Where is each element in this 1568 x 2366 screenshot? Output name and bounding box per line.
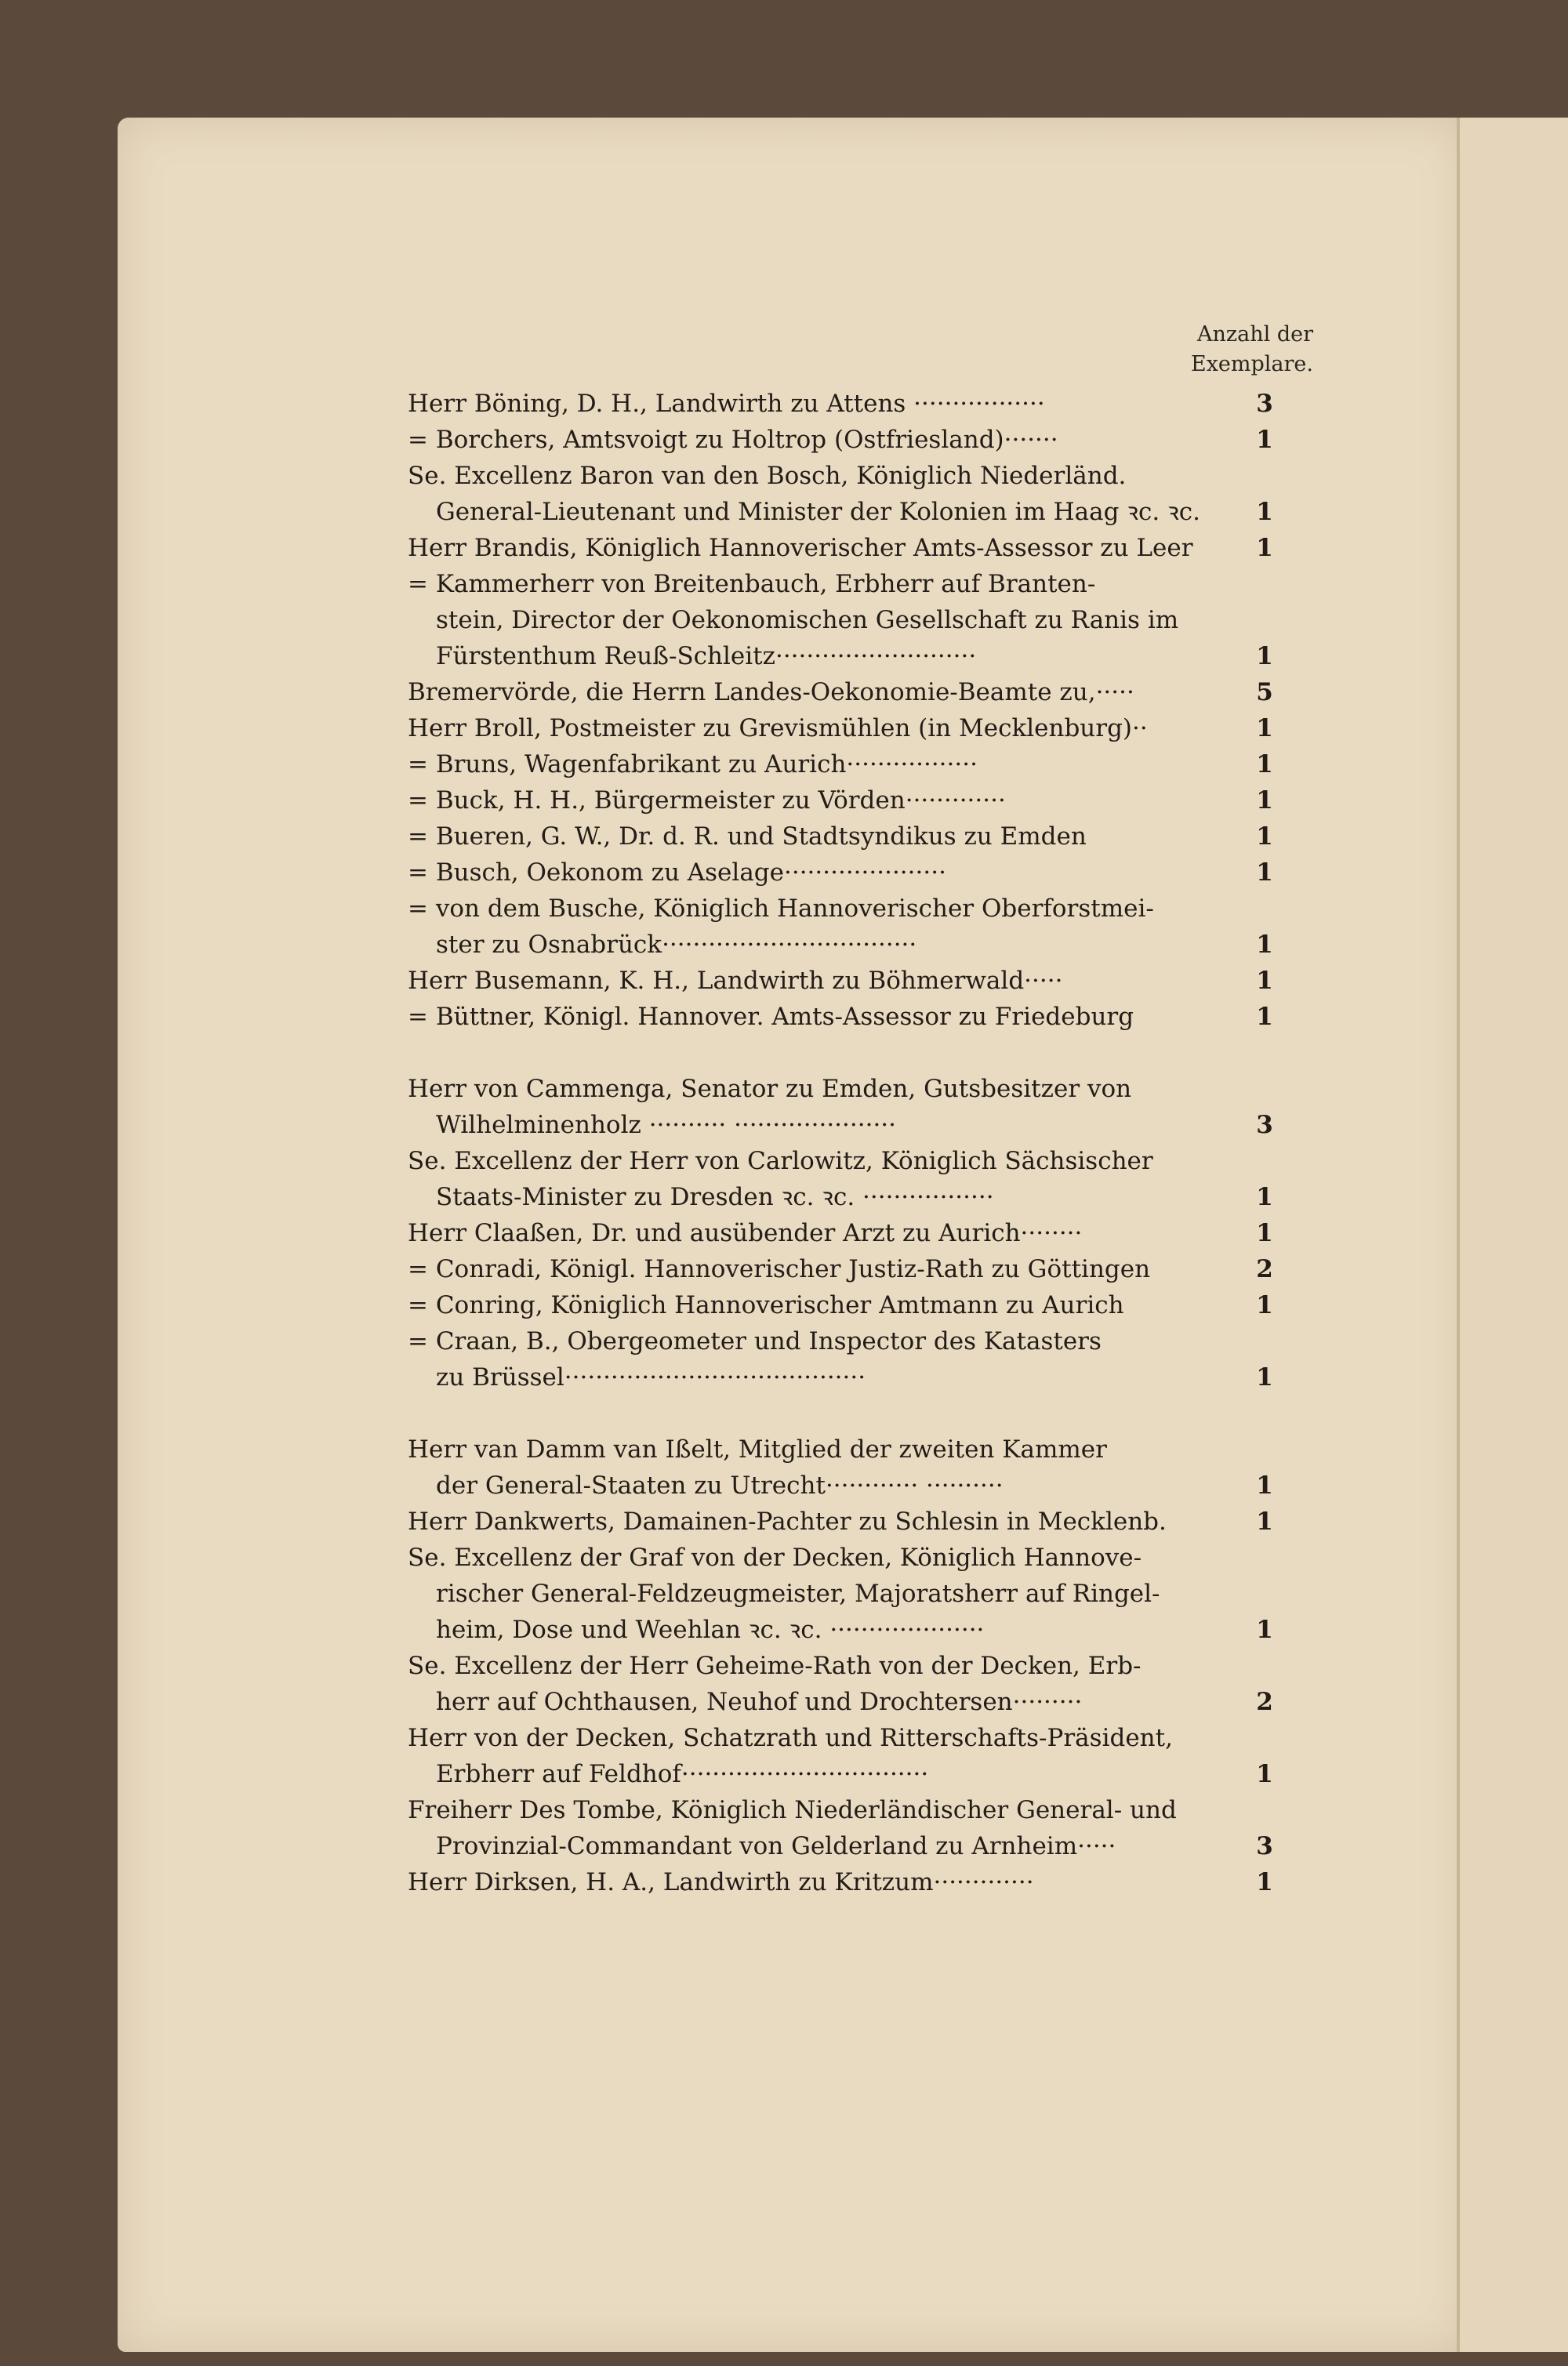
list-item bbox=[408, 855, 1278, 891]
list-item bbox=[408, 1720, 1278, 1756]
entry-count: 1 bbox=[1256, 1616, 1273, 1644]
entry-text: Fürstenthum Reuß-Schleitz·························· bbox=[436, 642, 977, 670]
list-item bbox=[408, 963, 1278, 999]
entry-text: stein, Director der Oekonomischen Gesellschaft zu Ranis im bbox=[436, 606, 1179, 634]
entry-text: rischer General-Feldzeugmeister, Majoratsherr auf Ringel- bbox=[436, 1580, 1160, 1608]
entry-count: 1 bbox=[1256, 1508, 1273, 1536]
entry-text: Herr von Cammenga, Senator zu Emden, Gutsbesitzer von bbox=[408, 1075, 1132, 1103]
entry-count: 1 bbox=[1256, 534, 1273, 562]
list-item bbox=[408, 1251, 1278, 1287]
entry-count: 1 bbox=[1256, 714, 1273, 742]
list-item bbox=[408, 818, 1278, 855]
entry-text: = Kammerherr von Breitenbauch, Erbherr auf Branten- bbox=[408, 570, 1096, 598]
list-item bbox=[408, 1864, 1278, 1900]
entry-text: Herr van Damm van Ißelt, Mitglied der zweiten Kammer bbox=[408, 1435, 1107, 1464]
entry-text: Se. Excellenz der Herr Geheime-Rath von der Decken, Erb- bbox=[408, 1652, 1142, 1680]
list-item bbox=[408, 1576, 1278, 1612]
entry-count: 1 bbox=[1256, 1760, 1273, 1788]
list-item bbox=[408, 746, 1278, 782]
list-item bbox=[408, 1540, 1278, 1576]
entry-count: 1 bbox=[1256, 642, 1273, 670]
list-item bbox=[408, 602, 1278, 638]
list-item bbox=[408, 1107, 1278, 1143]
list-item bbox=[408, 1468, 1278, 1504]
entry-text: Freiherr Des Tombe, Königlich Niederländischer General- und bbox=[408, 1796, 1177, 1824]
copies-column-header bbox=[1141, 320, 1313, 379]
entry-text: = Craan, B., Obergeometer und Inspector des Katasters bbox=[408, 1327, 1102, 1355]
list-item bbox=[408, 566, 1278, 602]
entry-text: Herr Busemann, K. H., Landwirth zu Böhmerwald····· bbox=[408, 967, 1063, 995]
entry-text: heim, Dose und Weehlan ꝛc. ꝛc. ···················· bbox=[436, 1616, 985, 1644]
entry-count: 1 bbox=[1256, 1291, 1273, 1319]
entry-count: 2 bbox=[1256, 1688, 1273, 1716]
list-item bbox=[408, 1071, 1278, 1107]
entry-text: = Borchers, Amtsvoigt zu Holtrop (Ostfriesland)······· bbox=[408, 426, 1058, 454]
entry-count: 5 bbox=[1256, 678, 1273, 706]
list-item bbox=[408, 1792, 1278, 1828]
header-line-2: Exemplare. bbox=[1190, 352, 1313, 376]
list-item bbox=[408, 1179, 1278, 1215]
list-item bbox=[408, 891, 1278, 927]
section-gap bbox=[408, 1035, 1278, 1071]
list-item bbox=[408, 1359, 1278, 1395]
list-item bbox=[408, 1648, 1278, 1684]
entry-text: Herr von der Decken, Schatzrath und Ritterschafts-Präsident, bbox=[408, 1724, 1173, 1752]
entry-text: = Büttner, Königl. Hannover. Amts-Assessor zu Friedeburg bbox=[408, 1003, 1134, 1031]
entry-text: Herr Böning, D. H., Landwirth zu Attens ················· bbox=[408, 390, 1045, 418]
entry-count: 1 bbox=[1256, 498, 1273, 526]
list-item bbox=[408, 1287, 1278, 1323]
list-item bbox=[408, 674, 1278, 710]
list-item bbox=[408, 494, 1278, 530]
list-item bbox=[408, 782, 1278, 818]
entry-text: zu Brüssel······································· bbox=[436, 1363, 866, 1392]
entry-count: 1 bbox=[1256, 1219, 1273, 1247]
list-item bbox=[408, 386, 1278, 422]
list-item bbox=[408, 1323, 1278, 1359]
entry-text: Herr Dirksen, H. A., Landwirth zu Kritzum············· bbox=[408, 1868, 1034, 1896]
entry-text: = Conring, Königlich Hannoverischer Amtmann zu Aurich bbox=[408, 1291, 1124, 1319]
entry-text: Wilhelminenholz ·········· ····················· bbox=[436, 1111, 897, 1139]
section-gap bbox=[408, 1395, 1278, 1432]
list-item bbox=[408, 1504, 1278, 1540]
list-item bbox=[408, 1684, 1278, 1720]
entry-text: General-Lieutenant und Minister der Kolonien im Haag ꝛc. ꝛc. bbox=[436, 498, 1201, 526]
list-item bbox=[408, 1612, 1278, 1648]
entry-text: = Bueren, G. W., Dr. d. R. und Stadtsyndikus zu Emden bbox=[408, 822, 1087, 851]
entry-count: 1 bbox=[1256, 426, 1273, 454]
entry-text: Erbherr auf Feldhof································ bbox=[436, 1760, 929, 1788]
entry-text: Se. Excellenz der Herr von Carlowitz, Königlich Sächsischer bbox=[408, 1147, 1153, 1175]
entry-text: Herr Brandis, Königlich Hannoverischer Amts-Assessor zu Leer bbox=[408, 534, 1193, 562]
list-item bbox=[408, 530, 1278, 566]
entry-count: 1 bbox=[1256, 1183, 1273, 1211]
entry-text: der General-Staaten zu Utrecht············ ·········· bbox=[436, 1471, 1004, 1500]
subscriber-list bbox=[408, 386, 1278, 1900]
entry-count: 1 bbox=[1256, 822, 1273, 851]
entry-count: 1 bbox=[1256, 967, 1273, 995]
entry-text: herr auf Ochthausen, Neuhof und Drochtersen········· bbox=[436, 1688, 1083, 1716]
entry-text: Se. Excellenz Baron van den Bosch, Königlich Niederländ. bbox=[408, 462, 1127, 490]
list-item bbox=[408, 1756, 1278, 1792]
entry-text: = Conradi, Königl. Hannoverischer Justiz-Rath zu Göttingen bbox=[408, 1255, 1151, 1283]
list-item bbox=[408, 1215, 1278, 1251]
list-item bbox=[408, 710, 1278, 746]
entry-count: 1 bbox=[1256, 1471, 1273, 1500]
entry-text: Staats-Minister zu Dresden ꝛc. ꝛc. ················· bbox=[436, 1183, 994, 1211]
entry-text: Herr Claaßen, Dr. und ausübender Arzt zu Aurich········ bbox=[408, 1219, 1083, 1247]
list-item bbox=[408, 1432, 1278, 1468]
entry-count: 3 bbox=[1256, 1832, 1273, 1860]
list-item bbox=[408, 999, 1278, 1035]
entry-text: = von dem Busche, Königlich Hannoverischer Oberforstmei- bbox=[408, 895, 1154, 923]
entry-text: ster zu Osnabrück································· bbox=[436, 931, 917, 959]
list-item bbox=[408, 458, 1278, 494]
entry-count: 1 bbox=[1256, 1003, 1273, 1031]
list-item bbox=[408, 1828, 1278, 1864]
entry-count: 1 bbox=[1256, 786, 1273, 815]
entry-text: Provinzial-Commandant von Gelderland zu Arnheim····· bbox=[436, 1832, 1116, 1860]
list-item bbox=[408, 927, 1278, 963]
list-item bbox=[408, 422, 1278, 458]
entry-count: 3 bbox=[1256, 1111, 1273, 1139]
entry-count: 1 bbox=[1256, 931, 1273, 959]
entry-text: Herr Broll, Postmeister zu Grevismühlen (in Mecklenburg)·· bbox=[408, 714, 1148, 742]
entry-count: 1 bbox=[1256, 1868, 1273, 1896]
entry-count: 2 bbox=[1256, 1255, 1273, 1283]
list-item bbox=[408, 1143, 1278, 1179]
list-item bbox=[408, 638, 1278, 674]
entry-text: = Bruns, Wagenfabrikant zu Aurich················· bbox=[408, 750, 978, 778]
entry-count: 1 bbox=[1256, 1363, 1273, 1392]
entry-text: = Buck, H. H., Bürgermeister zu Vörden············· bbox=[408, 786, 1006, 815]
entry-count: 3 bbox=[1256, 390, 1273, 418]
entry-text: = Busch, Oekonom zu Aselage····················· bbox=[408, 858, 946, 887]
entry-count: 1 bbox=[1256, 858, 1273, 887]
entry-text: Se. Excellenz der Graf von der Decken, Königlich Hannove- bbox=[408, 1544, 1142, 1572]
adjacent-page-edge bbox=[1457, 118, 1568, 2352]
header-line-1: Anzahl der bbox=[1197, 322, 1313, 347]
entry-text: Herr Dankwerts, Damainen-Pachter zu Schlesin in Mecklenb. bbox=[408, 1508, 1167, 1536]
entry-count: 1 bbox=[1256, 750, 1273, 778]
entry-text: Bremervörde, die Herrn Landes-Oekonomie-Beamte zu,····· bbox=[408, 678, 1134, 706]
